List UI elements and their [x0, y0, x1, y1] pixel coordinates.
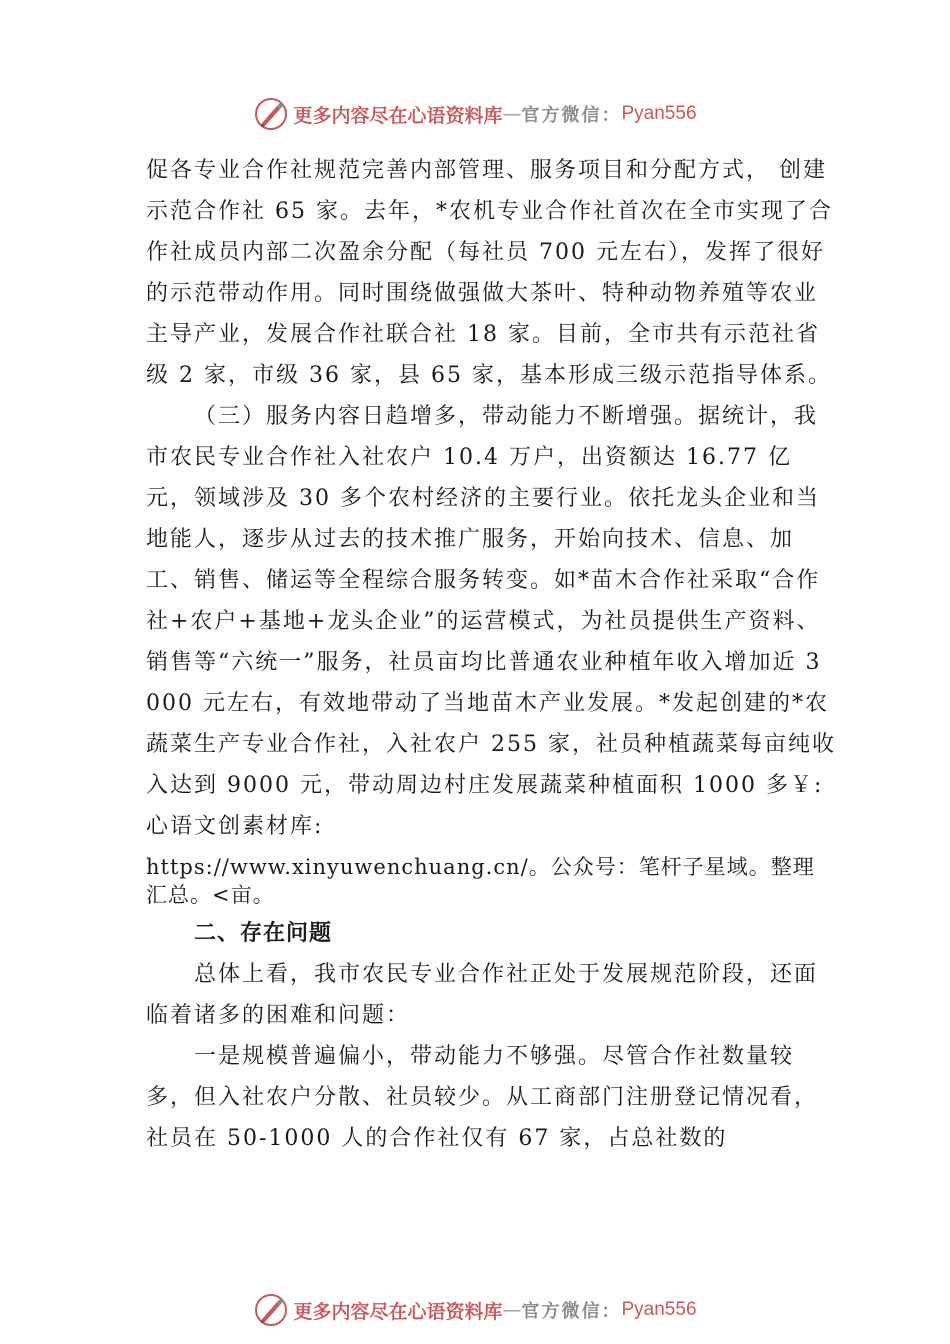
banner-main-text: 更多内容尽在心语资料库	[293, 1300, 503, 1323]
ad-line: https://www.xinyuwenchuang.cn/。公众号：笔杆子星域。整理汇总。<亩。	[146, 855, 815, 907]
paragraph: （三）服务内容日趋增多，带动能力不断增强。据统计，我市农民专业合作社入社农户 10.4 万户，出资额达 16.77 亿元，领域涉及 30 多个农村经济的主要行业。依托龙头企业和当地能人，逐步从过去的技术推广服务，开始向技术、信息、加工、销售、储运等全程综合服务转变。如*苗木合作社采取“合作社+农户+基地+龙头企业”的运营模式，为社员提供生产资料、销售等“六统一”服务，社员亩均比普通农业种植年收入增加近 3000 元左右，有效地带动了当地苗木产业发展。*发起创建的*农蔬菜生产专业合作社，入社农户 255 家，社员种植蔬菜每亩纯收入达到 9000 元，带动周边村庄发展蔬菜种植面积 1000 多￥:心语文创素材库:	[146, 404, 836, 839]
document-body	[146, 150, 836, 1159]
banner-dash: —	[502, 1299, 522, 1321]
header-banner	[0, 94, 950, 134]
banner-dash: —	[502, 103, 522, 125]
section-heading: 二、存在问题	[194, 921, 333, 946]
pen-logo-icon	[253, 96, 289, 132]
footer-banner	[0, 1290, 950, 1330]
banner-wechat-label: 官方微信：	[521, 105, 622, 126]
banner-wechat-id: Pyan556	[621, 103, 697, 124]
paragraph: 促各专业合作社规范完善内部管理、服务项目和分配方式， 创建示范合作社 65 家。去年，*农机专业合作社首次在全市实现了合作社成员内部二次盈余分配（每社员 700 元左右），发挥了很好的示范带动作用。同时围绕做强做大茶叶、特种动物养殖等农业主导产业，发展合作社联合社 18 家。目前，全市共有示范社省级 2 家，市级 36 家，县 65 家，基本形成三级示范指导体系。	[146, 158, 833, 388]
banner-wechat-label: 官方微信：	[521, 1301, 622, 1322]
paragraph: 总体上看，我市农民专业合作社正处于发展规范阶段，还面临着诸多的困难和问题：	[146, 962, 819, 1028]
banner-wechat-id: Pyan556	[621, 1299, 697, 1320]
pen-logo-icon	[253, 1292, 289, 1328]
paragraph: 一是规模普遍偏小，带动能力不够强。尽管合作社数量较多，但入社农户分散、社员较少。从工商部门注册登记情况看，社员在 50-1000 人的合作社仅有 67 家，占总社数的	[146, 1044, 819, 1151]
banner-main-text: 更多内容尽在心语资料库	[293, 104, 503, 127]
